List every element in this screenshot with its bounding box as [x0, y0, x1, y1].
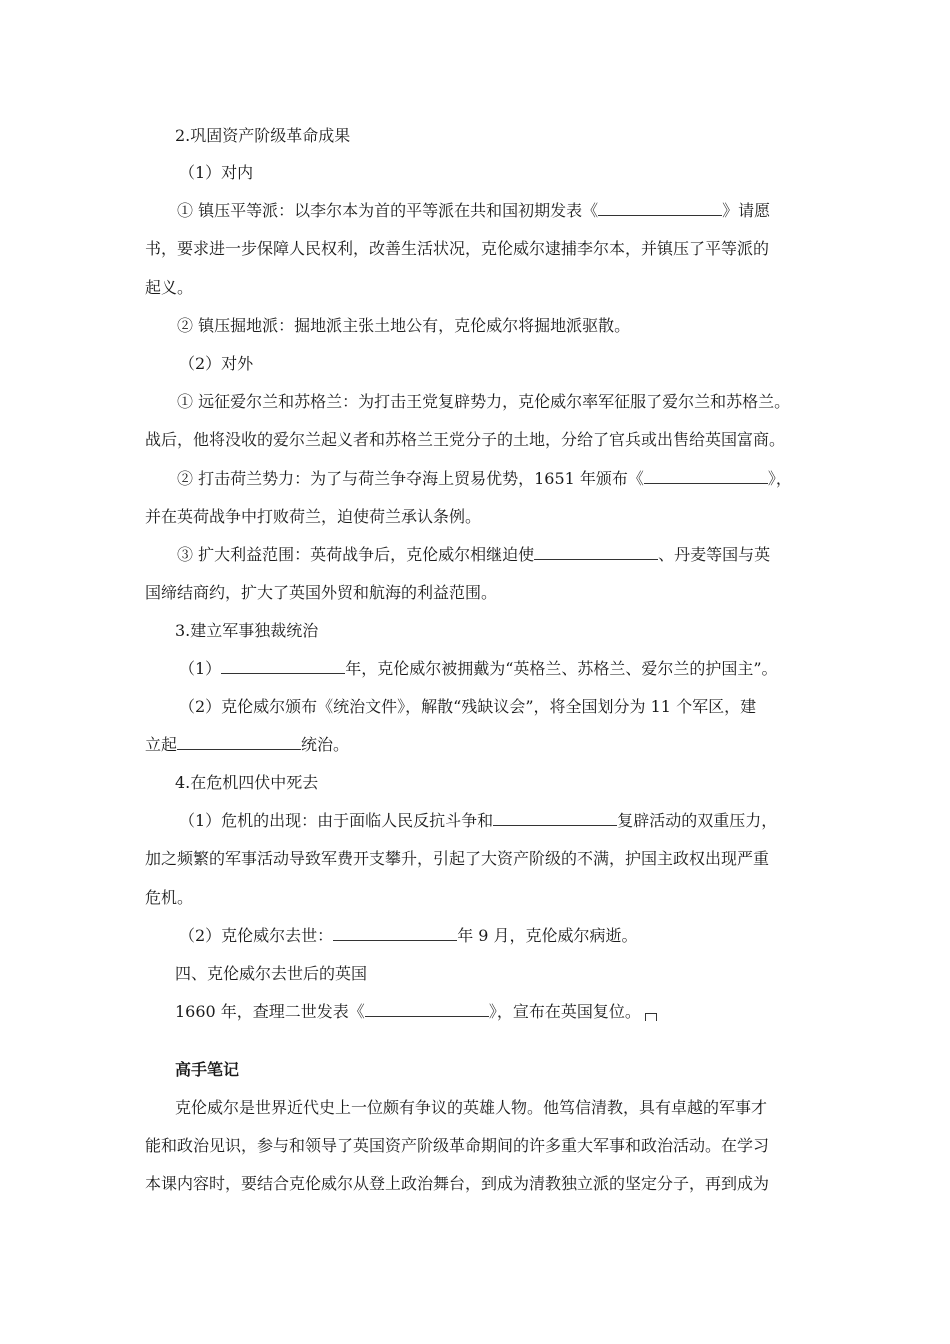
- item-netherlands: [177, 467, 792, 491]
- fill-blank[interactable]: [221, 659, 345, 674]
- fill-blank[interactable]: [333, 926, 457, 941]
- fill-blank[interactable]: [177, 735, 301, 750]
- text: 》请愿: [722, 201, 771, 220]
- item-crisis: [179, 809, 777, 833]
- notes-line: 本课内容时，要结合克伦威尔从登上政治舞台，到成为清教独立派的坚定分子，再到成为: [145, 1174, 770, 1193]
- section-heading-2: 2.巩固资产阶级革命成果: [175, 126, 351, 145]
- text: 年，克伦威尔被拥戴为“英格兰、苏格兰、爱尔兰的护国主”。: [345, 659, 778, 678]
- paragraph-line: 并在英荷战争中打败荷兰，迫使荷兰承认条例。: [145, 507, 482, 526]
- text: 》，宣布在英国复位。: [488, 1002, 641, 1021]
- paragraph-line: 书，要求进一步保障人民权利，改善生活状况，克伦威尔逮捕李尔本，并镇压了平等派的: [145, 239, 770, 258]
- notes-line: 能和政治见识，参与和领导了英国资产阶级革命期间的许多重大军事和政治活动。在学习: [145, 1136, 770, 1155]
- item-instrument: （2）克伦威尔颁布《统治文件》，解散“残缺议会”，将全国划分为 11 个军区，建: [179, 697, 757, 716]
- notes-title: 高手笔记: [175, 1060, 240, 1079]
- text: ② 打击荷兰势力：为了与荷兰争夺海上贸易优势，1651 年颁布《: [177, 469, 644, 488]
- item-death: [179, 924, 638, 948]
- paragraph-line: 国缔结商约，扩大了英国外贸和航海的利益范围。: [145, 583, 498, 602]
- paragraph-line: [145, 733, 349, 757]
- fill-blank[interactable]: [644, 469, 768, 484]
- paragraph-line: 危机。: [145, 888, 194, 907]
- notes-line: 克伦威尔是世界近代史上一位颇有争议的英雄人物。他笃信清教，具有卓越的军事才: [175, 1098, 768, 1117]
- paragraph-line: 战后，他将没收的爱尔兰起义者和苏格兰王党分子的土地，分给了官兵或出售给英国富商。: [145, 430, 786, 449]
- text: 统治。: [301, 735, 350, 754]
- section-heading-4: 4.在危机四伏中死去: [175, 773, 319, 792]
- text: ③ 扩大利益范围：英荷战争后，克伦威尔相继迫使: [177, 545, 535, 564]
- subheading-outer: （2）对外: [179, 354, 254, 373]
- text: ① 镇压平等派：以李尔本为首的平等派在共和国初期发表《: [177, 201, 599, 220]
- section-heading-3: 3.建立军事独裁统治: [175, 621, 319, 640]
- fill-blank[interactable]: [493, 811, 617, 826]
- item-interests: [177, 543, 770, 567]
- text: 1660 年，查理二世发表《: [175, 1002, 365, 1021]
- paragraph-line: 起义。: [145, 278, 194, 297]
- text: 、丹麦等国与英: [658, 545, 771, 564]
- text: （1）危机的出现：由于面临人民反抗斗争和: [179, 811, 494, 830]
- text: 》，: [767, 469, 792, 488]
- item-protector: [179, 657, 778, 681]
- fill-blank[interactable]: [598, 201, 722, 216]
- text: 年 9 月，克伦威尔病逝。: [457, 926, 638, 945]
- subheading-inner: （1）对内: [179, 163, 254, 182]
- text: 立起: [145, 735, 178, 754]
- paragraph-line: 加之频繁的军事活动导致军费开支攀升，引起了大资产阶级的不满，护国主政权出现严重: [145, 849, 770, 868]
- item-levellers: [177, 199, 770, 223]
- fill-blank[interactable]: [534, 545, 658, 560]
- text: 复辟活动的双重压力，: [617, 811, 778, 830]
- section-heading-5: 四、克伦威尔去世后的英国: [175, 964, 368, 983]
- text: （1）: [179, 659, 222, 678]
- corner-mark-icon: [645, 1013, 657, 1021]
- fill-blank[interactable]: [365, 1002, 489, 1017]
- item-ireland-scotland: ① 远征爱尔兰和苏格兰：为打击王党复辟势力，克伦威尔率军征服了爱尔兰和苏格兰。: [177, 392, 791, 411]
- text: （2）克伦威尔去世：: [179, 926, 334, 945]
- item-diggers: ② 镇压掘地派：掘地派主张土地公有，克伦威尔将掘地派驱散。: [177, 316, 631, 335]
- item-restoration: [175, 1000, 657, 1024]
